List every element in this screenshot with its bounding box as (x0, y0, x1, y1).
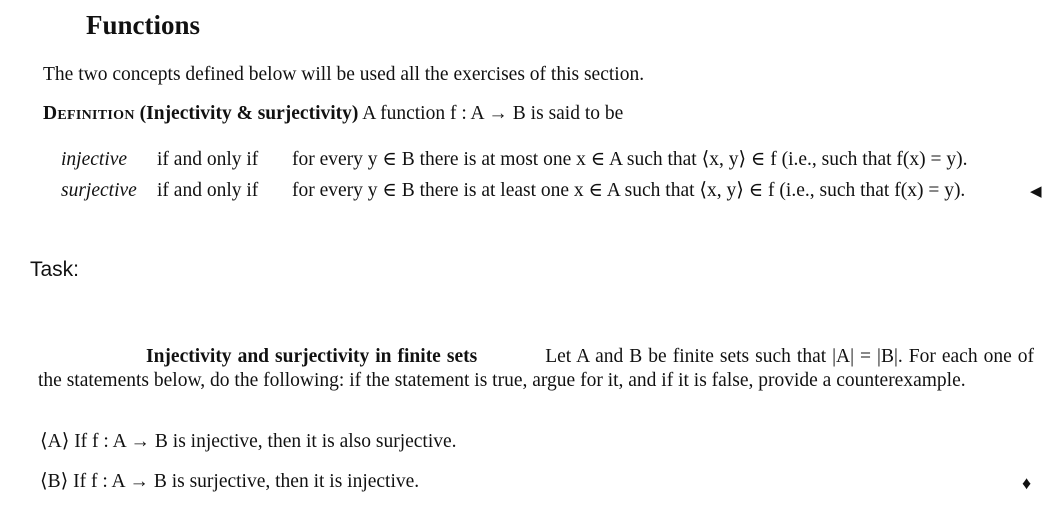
exercise-title: Injectivity and surjectivity in finite sets (146, 346, 478, 367)
definition-line (43, 103, 623, 125)
task-label: Task: (30, 258, 80, 281)
intro-text: The two concepts defined below will be used all the exercises of this section. (43, 64, 645, 85)
item-b-text: If f : A → B is surjective, then it is injective. (73, 471, 420, 492)
body-injective: for every y ∈ B there is at most one x ∈ A such that ⟨x, y⟩ ∈ f (i.e., such that f(x) = y). (292, 149, 968, 170)
page-title: Functions (86, 10, 201, 40)
item-a-text: If f : A → B is injective, then it is also surjective. (74, 431, 457, 452)
exercise-end-icon: ♦ (1022, 473, 1032, 493)
exercise-item-a (40, 429, 457, 453)
definition-row-injective (61, 147, 968, 171)
definition-name: (Injectivity & surjectivity) (139, 103, 359, 124)
definition-row-surjective (61, 178, 965, 202)
definition-text: A function f : A → B is said to be (362, 103, 624, 124)
definition-end-icon: ◀ (1030, 184, 1042, 200)
term-surjective: surjective (61, 180, 137, 201)
body-surjective: for every y ∈ B there is at least one x ∈ A such that ⟨x, y⟩ ∈ f (i.e., such that f(x) = y). (292, 180, 966, 201)
exercise-statement (38, 345, 1034, 393)
item-b-label: ⟨B⟩ (40, 471, 69, 492)
term-injective: injective (61, 149, 128, 170)
definition-label: Definition (43, 103, 135, 124)
condition-surjective: if and only if (157, 180, 259, 201)
condition-injective: if and only if (157, 149, 259, 170)
exercise-text: Let A and B be finite sets such that |A| = |B|. For each one of the statements below, do the following: if the statement is true, argue for it, and if it is false, provide a counterexample. (38, 346, 1034, 391)
exercise-item-b (40, 469, 419, 493)
item-a-label: ⟨A⟩ (40, 431, 70, 452)
